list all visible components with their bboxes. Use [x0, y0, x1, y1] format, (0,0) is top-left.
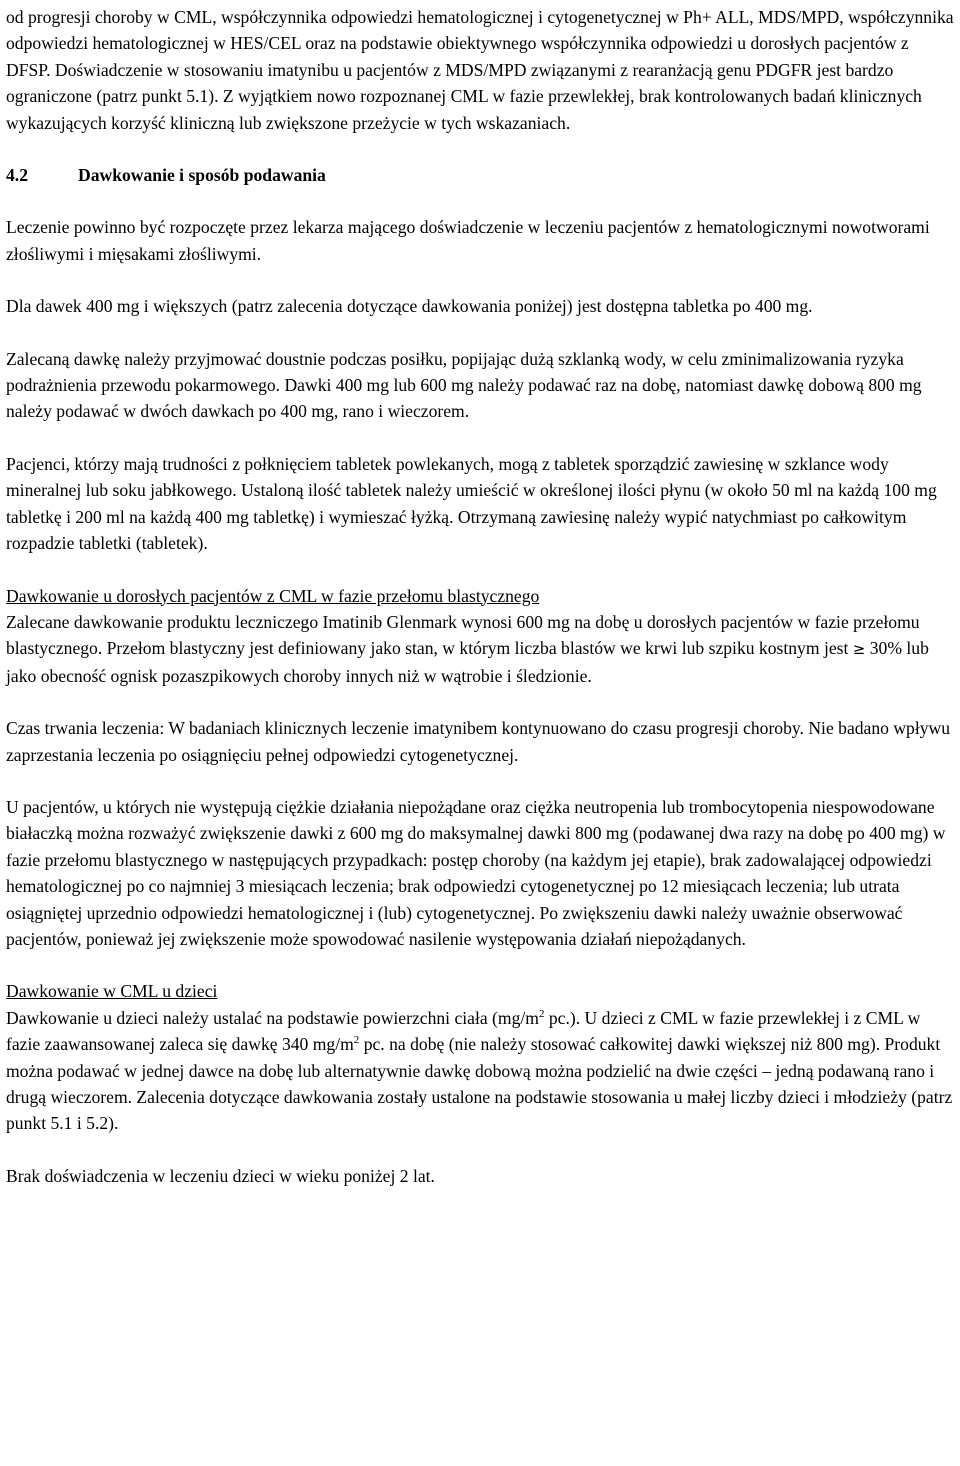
superscript-2-second: 2 — [353, 1034, 360, 1047]
section-number: 4.2 — [6, 165, 28, 186]
pediatric-text-1: Dawkowanie u dzieci należy ustalać na podstawie powierzchni ciała (mg/m — [6, 1007, 539, 1028]
pediatric-heading: Dawkowanie w CML u dzieci — [6, 981, 218, 1002]
blast-crisis-paragraph — [6, 583, 954, 690]
pediatric-paragraph — [6, 978, 954, 1136]
section-heading — [6, 162, 954, 188]
paragraph-indication: Leczenie powinno być rozpoczęte przez lekarza mającego doświadczenie w leczeniu pacjentów z hematologicznymi nowotworami złośliwymi i mięsakami złośliwymi. — [6, 217, 930, 264]
section-title: Dawkowanie i sposób podawania — [78, 165, 326, 186]
superscript-2-first: 2 — [538, 1007, 545, 1020]
dose-increase-paragraph: U pacjentów, u których nie występują ciężkie działania niepożądane oraz ciężka neutropenia lub trombocytopenia niespowodowane białaczką można rozważyć zwiększenie dawki z 600 mg do maksymalnej dawki 800 mg (podawanej dwa razy na dobę po 400 mg) w fazie przełomu blastycznego w następujących przypadkach: postęp choroby (na każdym jej etapie), brak zadowalającej odpowiedzi hematologicznej po co najmniej 3 miesiącach leczenia; brak odpowiedzi cytogenetycznej po 12 miesiącach leczenia; lub utrata osiągniętej uprzednio odpowiedzi hematologicznej i (lub) cytogenetycznej. Po zwiększeniu dawki należy uważnie obserwować pacjentów, ponieważ jej zwiększenie może spowodować nasilenie występowania działań niepożądanych. — [6, 796, 946, 949]
paragraph-tablet-strength: Dla dawek 400 mg i większych (patrz zalecenia dotyczące dawkowania poniżej) jest dostępna tabletka po 400 mg. — [6, 296, 813, 317]
treatment-duration-paragraph: Czas trwania leczenia: W badaniach klinicznych leczenie imatynibem kontynuowano do czasu progresji choroby. Nie badano wpływu zaprzestania leczenia po osiągnięciu pełnej odpowiedzi cytogenetycznej. — [6, 718, 951, 765]
blast-crisis-heading: Dawkowanie u dorosłych pacjentów z CML w fazie przełomu blastycznego — [6, 585, 540, 606]
greater-equal-symbol: ≥ — [852, 640, 866, 659]
pediatric-text-3: pc. na dobę (nie należy stosować całkowitej dawki większej niż 800 mg). Produkt można podawać w jednej dawce na dobę lub alternatywnie dawkę dobową można podzielić na dwie części – jedną podawaną rano i drugą wieczorem. Zalecenia dotyczące dawkowania zostały ustalone na podstawie stosowania u małej liczby dzieci i młodzieży (patrz punkt 5.1 i 5.2). — [6, 1034, 953, 1134]
pediatric-age-note: Brak doświadczenia w leczeniu dzieci w wieku poniżej 2 lat. — [6, 1165, 435, 1186]
paragraph-suspension: Pacjenci, którzy mają trudności z połknięciem tabletek powlekanych, mogą z tabletek sporządzić zawiesinę w szklance wody mineralnej lub soku jabłkowego. Ustaloną ilość tabletek należy umieścić w określonej ilości płynu (w około 50 ml na każdą 100 mg tabletkę i 200 ml na każdą 400 mg tabletkę) i wymieszać łyżką. Otrzymaną zawiesinę należy wypić natychmiast po całkowitym rozpadzie tabletki (tabletek). — [6, 453, 937, 554]
blast-text-after: 30% lub jako obecność ognisk pozaszpikowych choroby innych niż w wątrobie i śledzionie. — [6, 638, 929, 686]
paragraph-administration: Zalecaną dawkę należy przyjmować doustnie podczas posiłku, popijając dużą szklanką wody, w celu zminimalizowania ryzyka podrażnienia przewodu pokarmowego. Dawki 400 mg lub 600 mg należy podawać raz na dobę, natomiast dawkę dobową 800 mg należy podawać w dwóch dawkach po 400 mg, rano i wieczorem. — [6, 348, 922, 422]
intro-paragraph: od progresji choroby w CML, współczynnika odpowiedzi hematologicznej i cytogenetycznej w Ph+ ALL, MDS/MPD, współczynnika odpowiedzi hematologicznej w HES/CEL oraz na podstawie obiektywnego współczynnika odpowiedzi u dorosłych pacjentów z DFSP. Doświadczenie w stosowaniu imatynibu u pacjentów z MDS/MPD związanymi z rearanżacją genu PDGFR jest bardzo ograniczone (patrz punkt 5.1). Z wyjątkiem nowo rozpoznanej CML w fazie przewlekłej, brak kontrolowanych badań klinicznych wykazujących korzyść kliniczną lub zwiększone przeżycie w tych wskazaniach. — [6, 7, 954, 133]
pediatric-text-2: pc.). U dzieci z CML w fazie przewlekłej i z CML w fazie zaawansowanej zaleca się dawkę 340 mg/m — [6, 1007, 921, 1055]
blast-text-before: Zalecane dawkowanie produktu leczniczego Imatinib Glenmark wynosi 600 mg na dobę u dorosłych pacjentów w fazie przełomu blastycznego. Przełom blastyczny jest definiowany jako stan, w którym liczba blastów we krwi lub szpiku kostnym jest — [6, 611, 920, 659]
